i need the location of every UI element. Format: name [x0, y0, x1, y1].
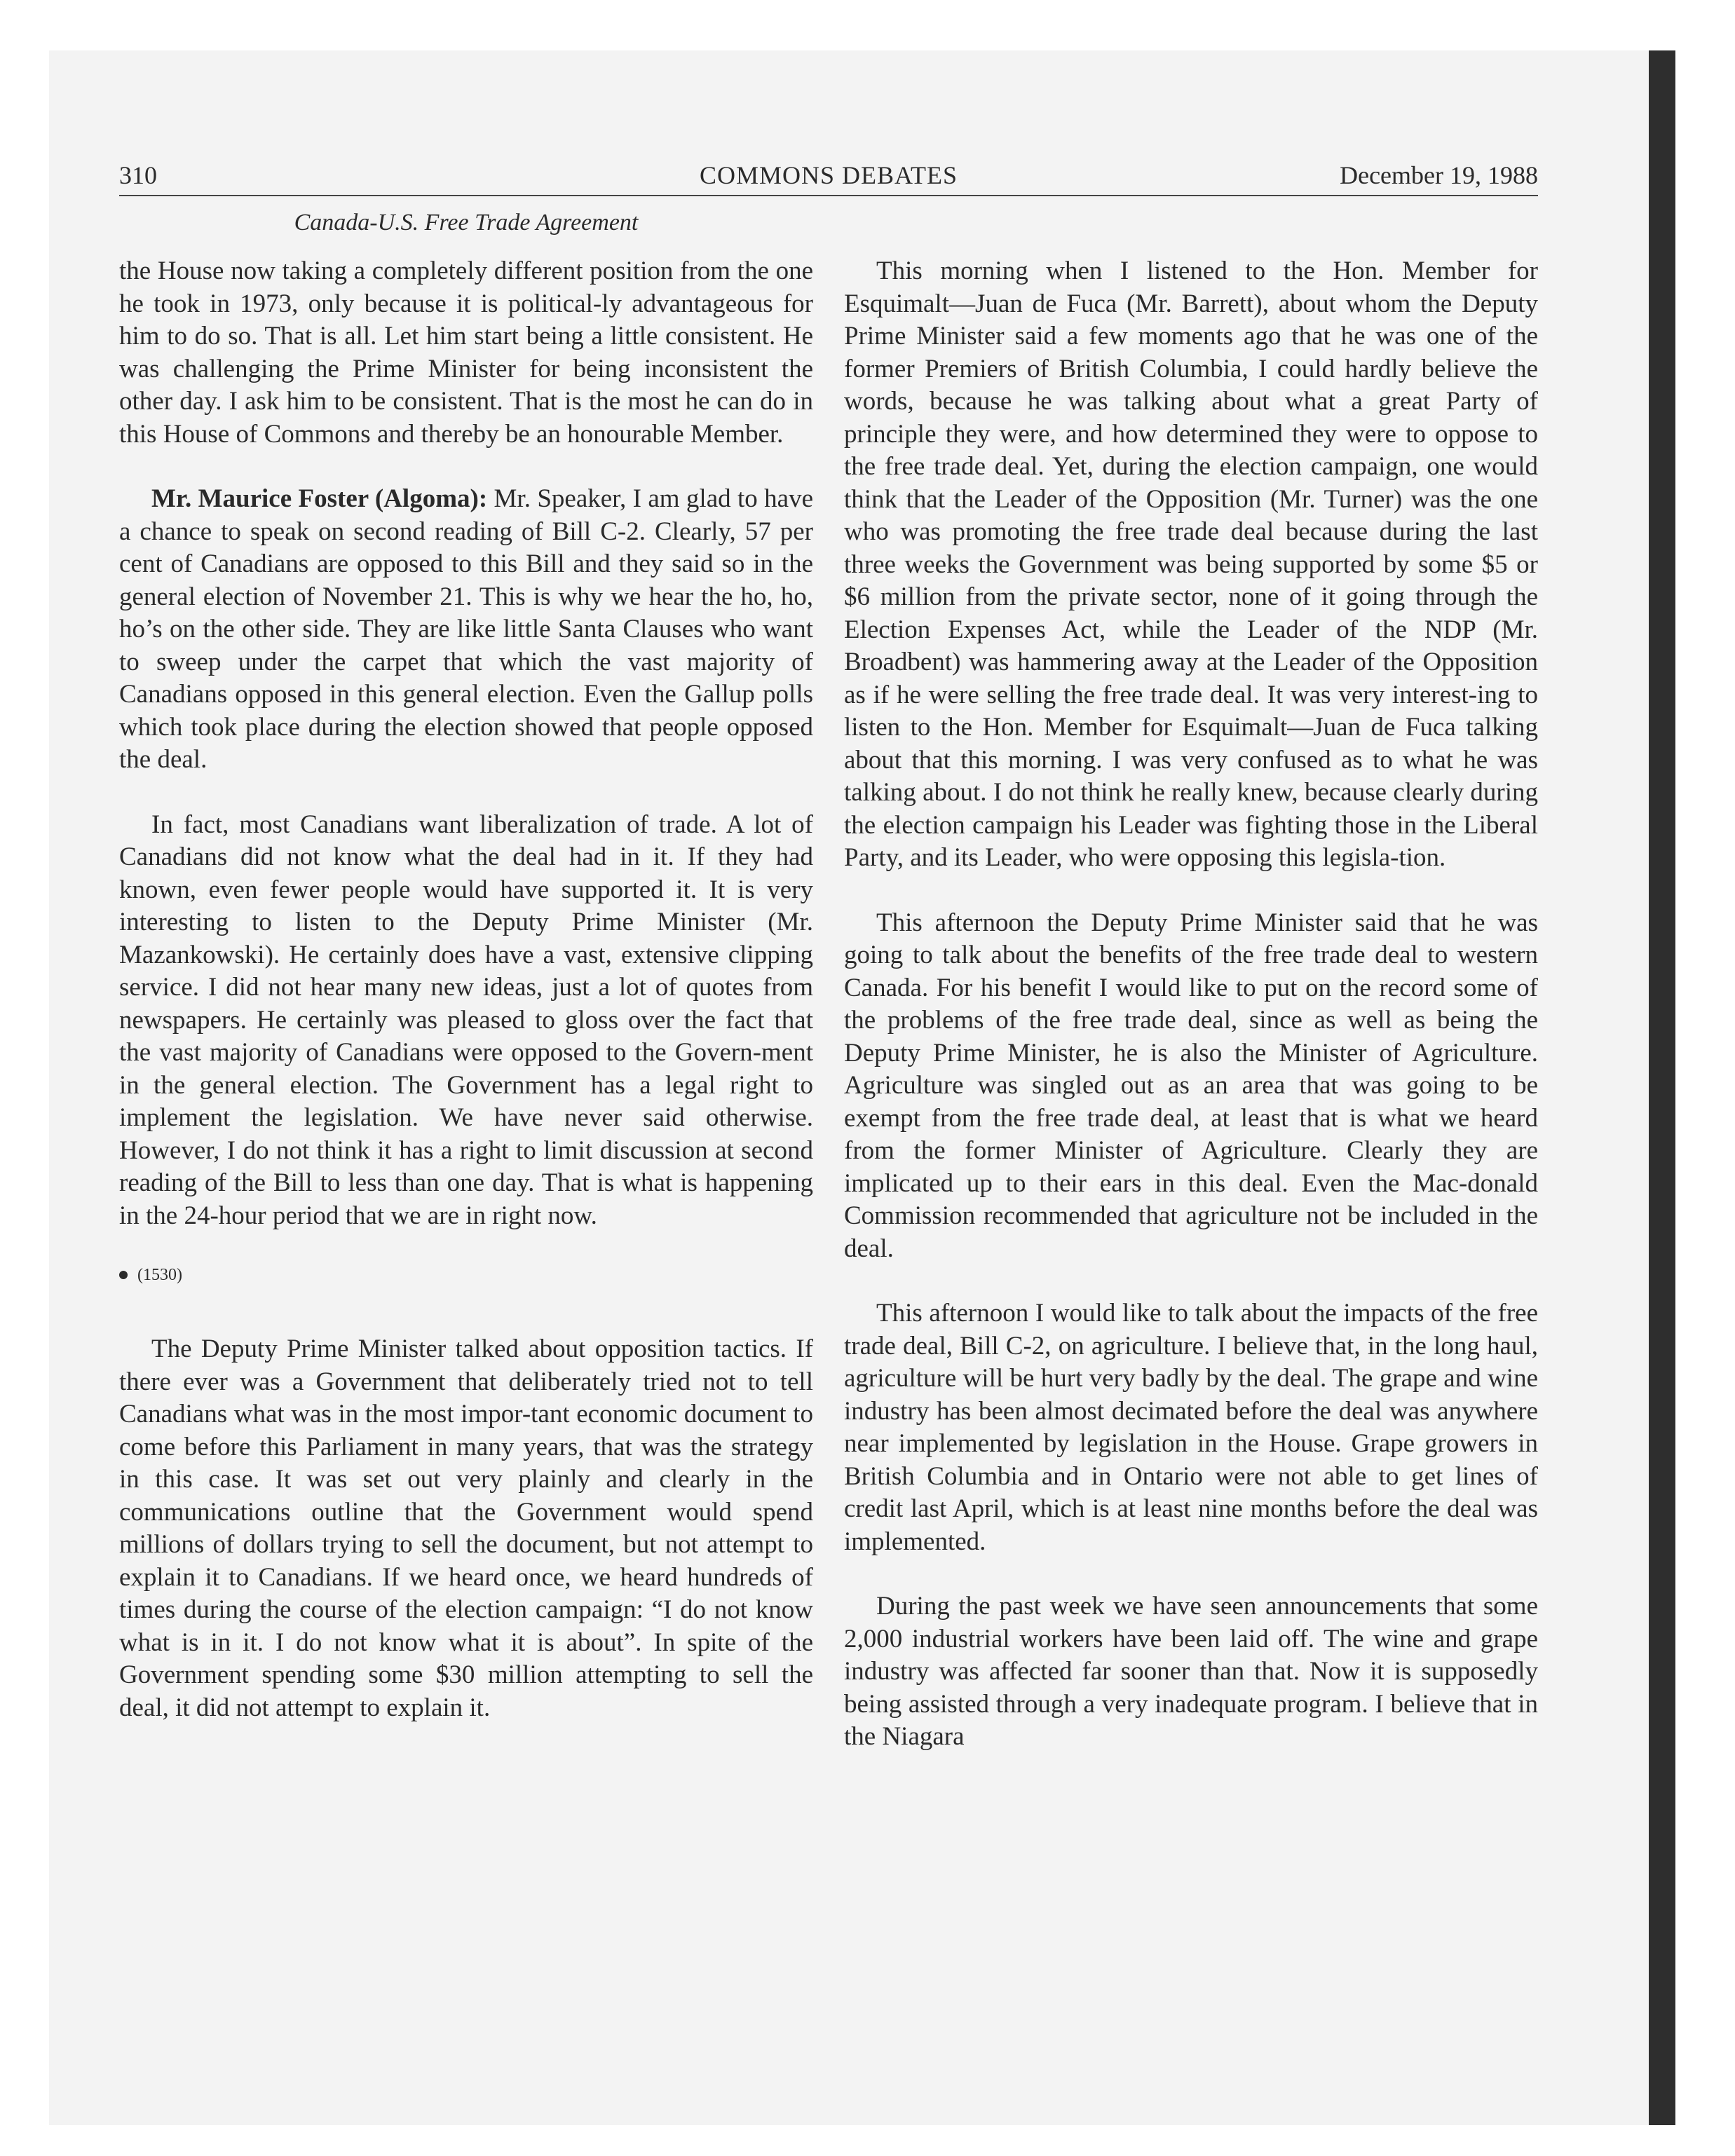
time-marker-text: (1530): [137, 1266, 182, 1284]
paragraph: This morning when I listened to the Hon. Member for Esquimalt—Juan de Fuca (Mr. Barrett), about whom the Deputy Prime Minister said a few moments ago that he was one of the former Premiers of British Columbia, I could hardly believe the words, because he was talking about what a great Party of principle they were, and how determined they were to oppose to the free trade deal. Yet, during the election campaign, one would think that the Leader of the Opposition (Mr. Turner) was the one who was promoting the free trade deal because during the last three weeks the Government was being supported by some $5 or $6 million from the private sector, none of it going through the Election Expenses Act, while the Leader of the NDP (Mr. Broadbent) was hammering away at the Leader of the Opposition as if he were selling the free trade deal. It was very interest-ing to listen to the Hon. Member for Esquimalt—Juan de Fuca talking about that this morning. I was very confused as to what he was talking about. I do not think he really knew, because clearly during the election campaign his Leader was fighting those in the Liberal Party, and its Leader, who were opposing this legisla-tion.: [844, 257, 1538, 872]
time-marker: [119, 1264, 813, 1285]
speech-text: Mr. Speaker, I am glad to have a chance to speak on second reading of Bill C-2. Clearly, 57 per cent of Canadians are opposed to this Bill and they said so in the general election of November 21. This is why we hear the ho, ho, ho’s on the other side. They are like little Santa Clauses who want to sweep under the carpet that which the vast majority of Canadians opposed in this general election. Even the Gallup polls which took place during the election showed that people opposed the deal.: [119, 484, 813, 774]
speaker-name: Mr. Maurice Foster (Algoma):: [151, 484, 488, 513]
paragraph: In fact, most Canadians want liberalization of trade. A lot of Canadians did not know what the deal had in it. If they had known, even fewer people would have supported it. It is very interesting to listen to the Deputy Prime Minister (Mr. Mazankowski). He certainly does have a vast, extensive clipping service. I did not hear many new ideas, just a lot of quotes from newspapers. He certainly was pleased to gloss over the fact that the vast majority of Canadians were opposed to the Govern-ment in the general election. The Government has a legal right to implement the legislation. We have never said otherwise. However, I do not think it has a right to limit discussion at second reading of the Bill to less than one day. That is what is happening in the 24-hour period that we are in right now.: [119, 810, 813, 1230]
paragraph-speech: [119, 483, 813, 777]
left-column: [119, 255, 813, 1756]
page-number: 310: [119, 161, 157, 189]
paragraph: During the past week we have seen announcements that some 2,000 industrial workers have been laid off. The wine and grape industry was affected far sooner than that. Now it is supposedly being assisted through a very inadequate program. I believe that in the Niagara: [844, 1592, 1538, 1751]
scan-edge-bar: [1649, 50, 1675, 2125]
paragraph: The Deputy Prime Minister talked about opposition tactics. If there ever was a Government that deliberately tried not to tell Canadians what was in the most impor-tant economic document to come before this Parliament in many years, that was the strategy in this case. It was set out very plainly and clearly in the communications outline that the Government would spend millions of dollars trying to sell the document, but not attempt to explain it to Canadians. If we heard once, we heard hundreds of times during the course of the election campaign: “I do not know what is in it. I do not know what it is about”. In spite of the Government spending some $30 million attempting to sell the deal, it did not attempt to explain it.: [119, 1335, 813, 1722]
bullet-icon: [119, 1271, 128, 1279]
paragraph: This afternoon I would like to talk about the impacts of the free trade deal, Bill C-2, on agriculture. I believe that, in the long haul, agriculture will be hurt very badly by the deal. The grape and wine industry has been almost decimated before the deal was anywhere near implemented by legislation in the House. Grape growers in British Columbia and in Ontario were not able to get lines of credit last April, which is at least nine months before the deal was implemented.: [844, 1299, 1538, 1556]
section-subheading: Canada-U.S. Free Trade Agreement: [294, 210, 639, 236]
page-header: [119, 158, 1538, 196]
page-date: December 19, 1988: [1340, 161, 1538, 189]
paragraph: This afternoon the Deputy Prime Minister said that he was going to talk about the benefits of the free trade deal to western Canada. For his benefit I would like to put on the record some of the problems of the free trade deal, since as well as being the Deputy Prime Minister, he is also the Minister of Agriculture. Agriculture was singled out as an area that was going to be exempt from the free trade deal, at least that is what we heard from the former Minister of Agriculture. Clearly they are implicated up to their ears in this deal. Even the Mac-donald Commission recommended that agriculture not be included in the deal.: [844, 908, 1538, 1263]
right-column: [844, 255, 1538, 1786]
paragraph: the House now taking a completely different position from the one he took in 1973, only because it is political-ly advantageous for him to do so. That is all. Let him start being a little consistent. He was challenging the Prime Minister for being inconsistent the other day. I ask him to be consistent. That is the most he can do in this House of Commons and thereby be an honourable Member.: [119, 257, 813, 449]
publication-title: COMMONS DEBATES: [699, 161, 958, 189]
